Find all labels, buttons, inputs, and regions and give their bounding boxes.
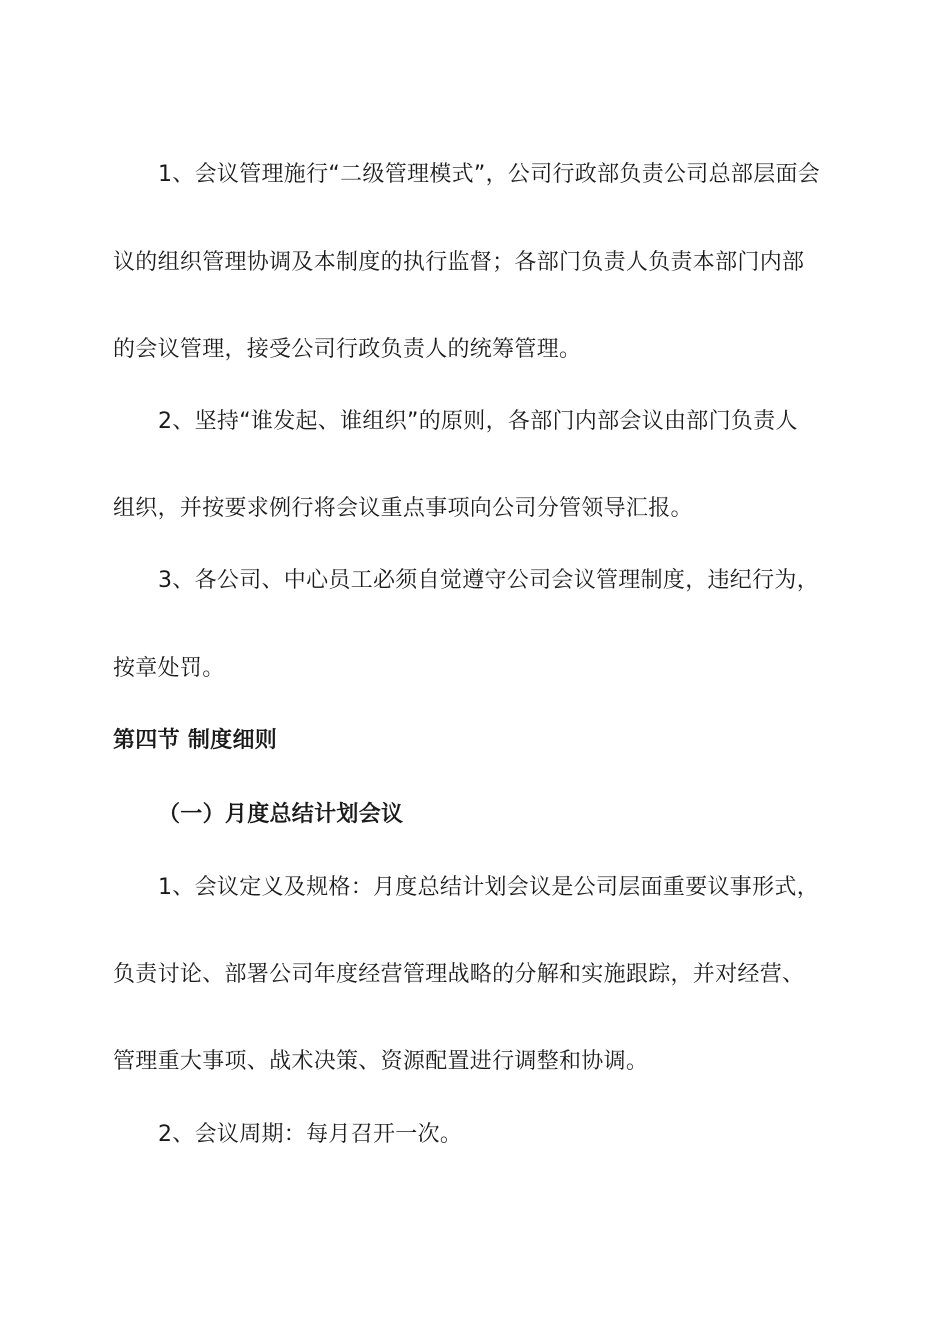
paragraph-4-line-1: 1、会议定义及规格：月度总结计划会议是公司层面重要议事形式，	[158, 875, 819, 900]
paragraph-2-line-2: 组织，并按要求例行将会议重点事项向公司分管领导汇报。	[113, 496, 693, 521]
paragraph-5-line-1: 2、会议周期：每月召开一次。	[158, 1122, 463, 1147]
section-heading: 第四节 制度细则	[113, 728, 278, 753]
paragraph-4-line-3: 管理重大事项、战术决策、资源配置进行调整和协调。	[113, 1049, 649, 1074]
paragraph-1-line-3: 的会议管理，接受公司行政负责人的统筹管理。	[113, 337, 582, 362]
paragraph-1-line-1: 1、会议管理施行“二级管理模式”，公司行政部负责公司总部层面会	[158, 162, 821, 187]
paragraph-2-line-1: 2、坚持“谁发起、谁组织”的原则，各部门内部会议由部门负责人	[158, 409, 798, 434]
paragraph-4-line-2: 负责讨论、部署公司年度经营管理战略的分解和实施跟踪，并对经营、	[113, 962, 805, 987]
paragraph-3-line-2: 按章处罚。	[113, 656, 225, 681]
paragraph-3-line-1: 3、各公司、中心员工必须自觉遵守公司会议管理制度，违纪行为，	[158, 568, 819, 593]
subsection-heading: （一）月度总结计划会议	[158, 802, 404, 827]
paragraph-1-line-2: 议的组织管理协调及本制度的执行监督；各部门负责人负责本部门内部	[113, 250, 805, 275]
